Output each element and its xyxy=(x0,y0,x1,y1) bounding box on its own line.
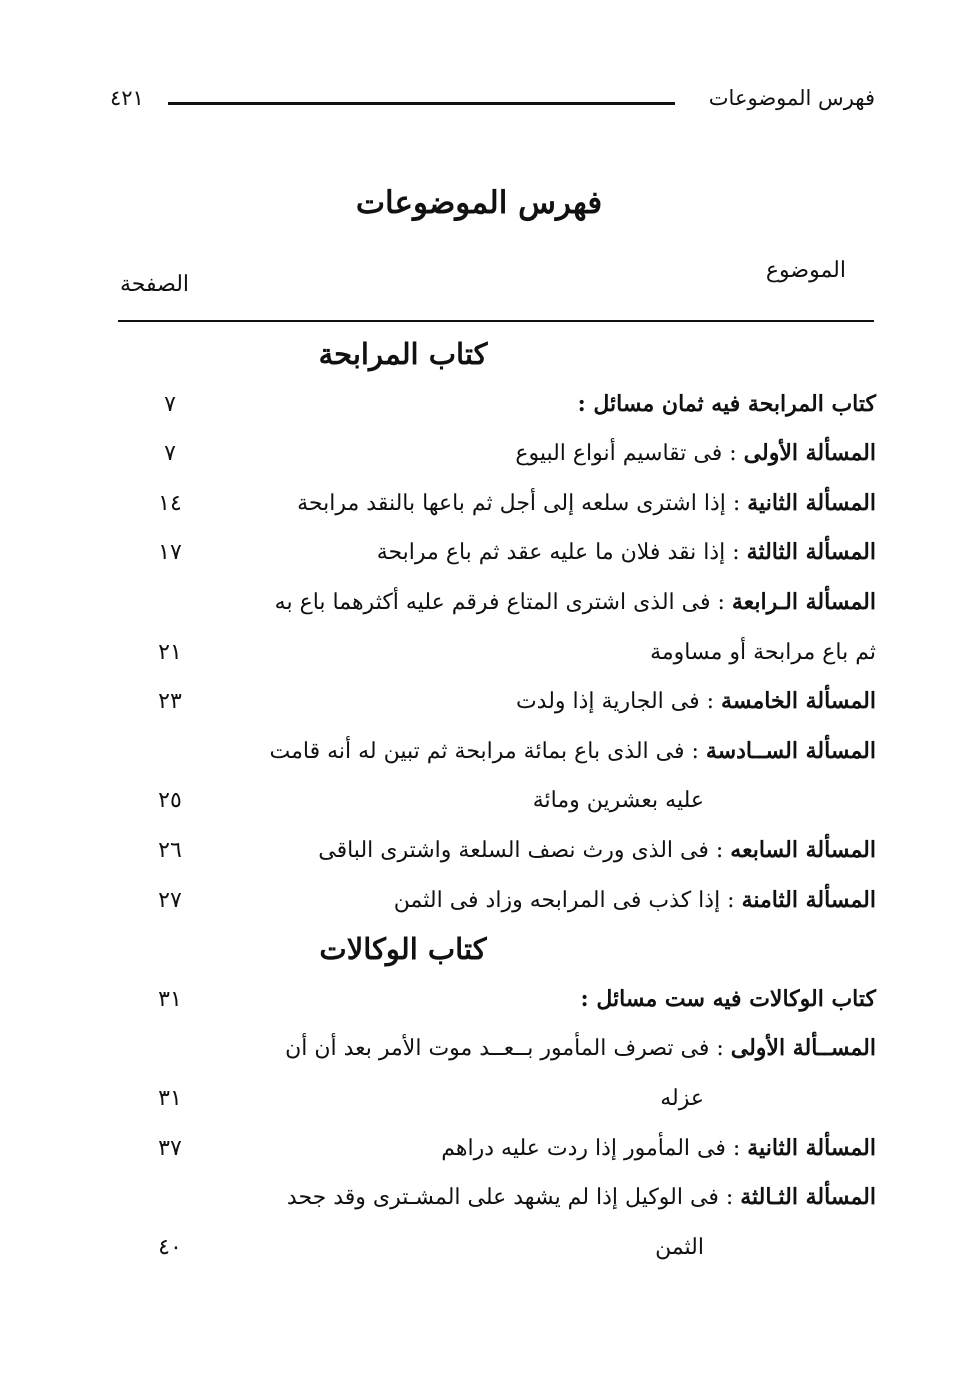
toc-entry xyxy=(120,429,876,479)
entry-lead: المســألة الأولى xyxy=(730,1035,876,1062)
entry-body: : إذا كذب فى المرابحه وزاد فى الثمن xyxy=(393,887,742,913)
entry-lead: المسألة الثالثة xyxy=(746,539,876,566)
column-header-page: الصفحة xyxy=(120,272,190,297)
entry-body: كتاب الوكالات فيه ست مسائل : xyxy=(580,985,876,1012)
entry-text xyxy=(297,479,876,529)
entry-lead: المسألة الخامسة xyxy=(721,688,876,715)
entry-page-number: ٢٥ xyxy=(158,788,182,814)
entry-body: : فى الذى باع بمائة مرابحة ثم تبين له أنه قامت xyxy=(269,738,706,764)
entry-text xyxy=(533,776,704,826)
running-head-rule xyxy=(168,102,675,105)
entry-body: : فى المأمور إذا ردت عليه دراهم xyxy=(441,1135,748,1161)
toc-entry-continuation xyxy=(120,628,876,678)
entry-body: : فى الوكيل إذا لم يشهد على المشـترى وقد جحد xyxy=(286,1185,741,1211)
toc-entry xyxy=(120,528,876,578)
entry-lead: المسألة السابعه xyxy=(730,836,876,863)
entry-body: : فى الذى اشترى المتاع فرقم عليه أكثرهما باع به xyxy=(274,589,732,615)
entry-page-number: ٧ xyxy=(164,441,176,467)
header-divider xyxy=(118,320,874,322)
entry-page-number: ٣٧ xyxy=(158,1135,182,1161)
page-title: فهرس الموضوعات xyxy=(355,185,603,221)
entry-text xyxy=(285,1024,876,1074)
entry-page-number: ٢٧ xyxy=(158,887,182,913)
entry-body: ثم باع مرابحة أو مساومة xyxy=(650,639,876,665)
toc-entry-continuation xyxy=(120,1223,876,1273)
entry-text xyxy=(318,826,876,876)
toc-entry xyxy=(120,975,876,1025)
entry-page-number: ١٤ xyxy=(158,490,182,516)
entry-text xyxy=(275,578,876,628)
toc-entry xyxy=(120,578,876,628)
entry-text xyxy=(578,380,876,430)
entry-lead: المسألة الســادسة xyxy=(705,737,876,764)
entry-text xyxy=(655,1223,704,1273)
running-head xyxy=(110,84,875,118)
entry-body: : فى الذى ورث نصف السلعة واشترى الباقى xyxy=(318,837,731,863)
entry-page-number: ٢٦ xyxy=(158,837,182,863)
entry-body: كتاب المرابحة فيه ثمان مسائل : xyxy=(577,390,876,417)
column-headers xyxy=(120,258,872,302)
entry-text xyxy=(581,975,876,1025)
entry-page-number: ٢١ xyxy=(158,639,182,665)
running-head-title: فهرس الموضوعات xyxy=(708,86,875,110)
toc-entry xyxy=(120,727,876,777)
entry-body: : فى الجارية إذا ولدت xyxy=(515,689,722,715)
entry-lead: المسألة الثامنة xyxy=(741,886,876,913)
entry-body: عليه بعشرين ومائة xyxy=(532,788,704,814)
entry-page-number: ١٧ xyxy=(158,540,182,566)
entry-page-number: ٣١ xyxy=(158,1085,182,1111)
entry-lead: المسألة الأولى xyxy=(743,440,876,467)
entry-text xyxy=(515,429,876,479)
entry-page-number: ٣١ xyxy=(158,986,182,1012)
entry-text xyxy=(287,1173,876,1223)
toc-entry xyxy=(120,677,876,727)
entry-text xyxy=(660,1074,704,1124)
table-of-contents xyxy=(120,330,876,1272)
entry-body: : فى تقاسيم أنواع البيوع xyxy=(515,441,744,467)
section-heading: كتاب الوكالات xyxy=(319,932,487,967)
entry-text xyxy=(650,628,876,678)
entry-lead: المسألة الثانية xyxy=(747,489,876,516)
section-heading: كتاب المرابحة xyxy=(318,337,488,371)
entry-body: عزله xyxy=(660,1085,704,1111)
entry-text xyxy=(441,1124,876,1174)
entry-text xyxy=(394,876,876,926)
toc-entry xyxy=(120,1024,876,1074)
entry-lead: المسألة الثانية xyxy=(747,1134,876,1161)
toc-entry-continuation xyxy=(120,776,876,826)
toc-entry xyxy=(120,1124,876,1174)
entry-body: الثمن xyxy=(655,1234,704,1260)
entry-page-number: ٧ xyxy=(164,391,176,417)
toc-entry xyxy=(120,876,876,926)
entry-text xyxy=(270,727,876,777)
entry-body: : إذا نقد فلان ما عليه عقد ثم باع مرابحة xyxy=(376,540,747,566)
toc-entry xyxy=(120,479,876,529)
entry-body: : إذا اشترى سلعه إلى أجل ثم باعها بالنقد مرابحة xyxy=(297,490,748,516)
entry-text xyxy=(377,528,876,578)
entry-lead: المسألة الثـالثة xyxy=(740,1184,876,1211)
toc-entry xyxy=(120,826,876,876)
entry-body: : فى تصرف المأمور بــعــد موت الأمر بعد أن أن xyxy=(285,1036,731,1062)
toc-entry xyxy=(120,380,876,430)
entry-text xyxy=(516,677,876,727)
page-number: ٤٢١ xyxy=(110,86,144,110)
entry-page-number: ٤٠ xyxy=(158,1234,182,1260)
column-header-topic: الموضوع xyxy=(765,258,846,283)
toc-entry-continuation xyxy=(120,1074,876,1124)
entry-page-number: ٢٣ xyxy=(158,689,182,715)
entry-lead: المسألة الـرابعة xyxy=(731,588,876,615)
toc-entry xyxy=(120,1173,876,1223)
